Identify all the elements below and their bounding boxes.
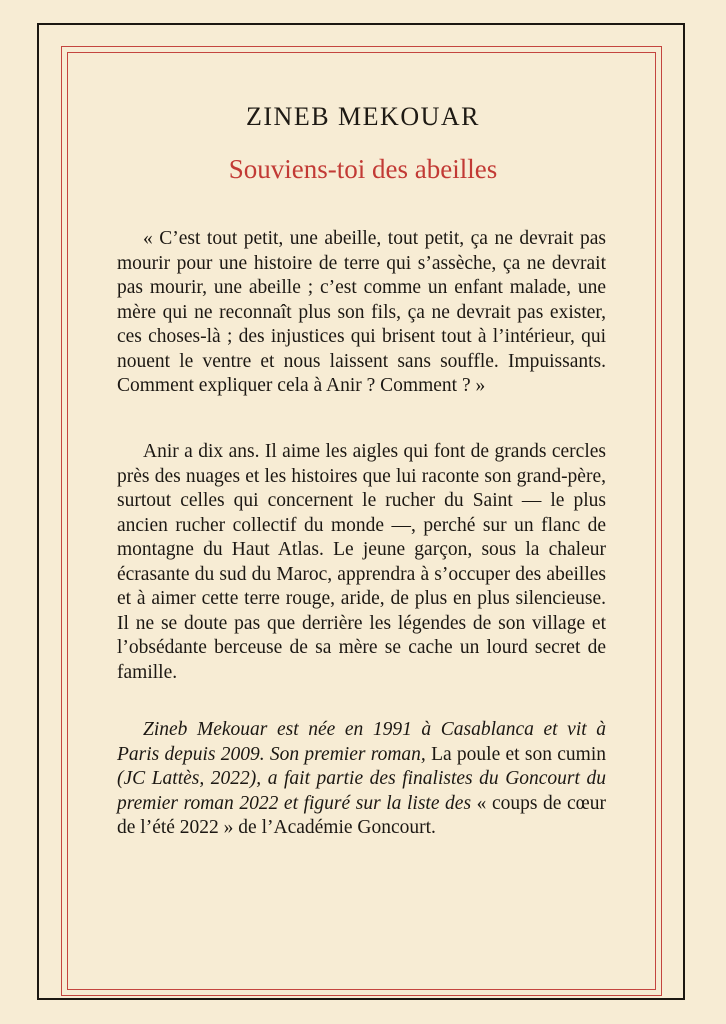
author-bio-part3: de l’Académie Goncourt. bbox=[238, 817, 436, 838]
previous-book-title: La poule et son cumin bbox=[431, 743, 606, 765]
author-bio-part2: (JC Lattès, 2022), a fait partie des finalistes du Goncourt du premier roman 2022 et figuré sur la liste des bbox=[117, 768, 606, 814]
blurb-summary: Anir a dix ans. Il aime les aigles qui font de grands cercles près des nuages et les histoires que lui raconte son grand-père, surtout celles qui concernent le rucher du Saint — le plus ancien rucher collectif du monde —, perché sur un flanc de montagne du Haut Atlas. Le jeune garçon, sous la chaleur écrasante du sud du Maroc, apprendra à s’occuper des abeilles et à aimer cette terre rouge, aride, de plus en plus silencieuse. Il ne se doute pas que derrière les légendes de son village et l’obsédante berceuse de sa mère se cache un lourd secret de famille. bbox=[117, 441, 606, 683]
author-name: ZINEB MEKOUAR bbox=[246, 102, 480, 131]
book-title: Souviens-toi des abeilles bbox=[228, 154, 498, 184]
author-bio-part1: Zineb Mekouar est née en 1991 à Casablanca et vit à Paris depuis 2009. Son premier roman, bbox=[117, 719, 606, 765]
blurb-quote: « C’est tout petit, une abeille, tout petit, ça ne devrait pas mourir pour une histoire de terre qui s’assèche, ça ne devrait pas mourir, une abeille ; c’est comme un enfant malade, une mère qui ne reconnaît plus son fils, ça ne devrait pas exister, ces choses-là ; des injustices qui brisent tout à l’intérieur, qui nouent le ventre et nous laissent sans souffle. Impuissants. Comment expliquer cela à Anir ? Comment ? » bbox=[117, 228, 606, 396]
author-bio bbox=[117, 718, 606, 841]
award-list-name: « coups de cœur de l’été 2022 » bbox=[117, 792, 606, 838]
